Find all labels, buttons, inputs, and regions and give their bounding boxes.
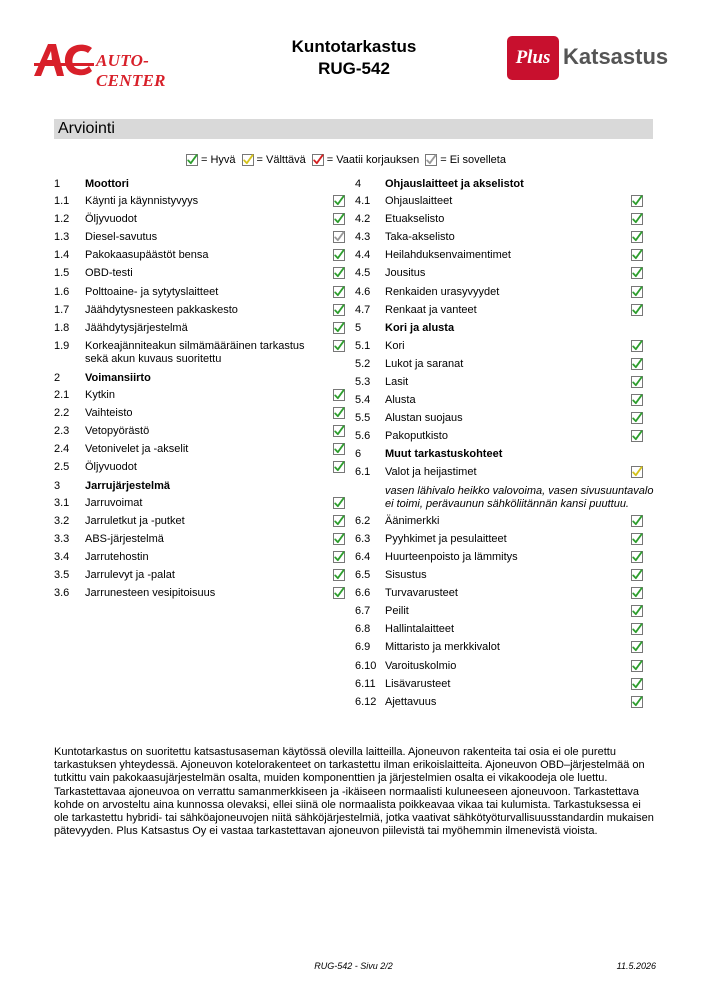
- item-label: Kytkin: [85, 389, 115, 401]
- check-ok-icon: [631, 515, 643, 527]
- item-number: 6.7: [355, 605, 371, 617]
- item-label: Öljyvuodot: [85, 213, 137, 225]
- check-ok-icon: [333, 443, 345, 455]
- item-label: Polttoaine- ja sytytyslaitteet: [85, 286, 219, 298]
- item-number: 1.9: [54, 340, 70, 352]
- item-label: Vetonivelet ja -akselit: [85, 443, 189, 455]
- item-label: Heilahduksenvaimentimet: [385, 249, 511, 261]
- check-ok-icon: [333, 407, 345, 419]
- item-label: Kori ja alusta: [385, 322, 455, 334]
- item-number: 4.3: [355, 231, 371, 243]
- check-ok-icon: [333, 304, 345, 316]
- check-ok-icon: [333, 340, 345, 352]
- check-ok-icon: [631, 358, 643, 370]
- item-label: ABS-järjestelmä: [85, 533, 164, 545]
- item-number: 6.5: [355, 569, 371, 581]
- item-label: OBD-testi: [85, 267, 133, 279]
- item-number: 4.7: [355, 304, 371, 316]
- item-label: Jousitus: [385, 267, 426, 279]
- item-label: Jäähdytysjärjestelmä: [85, 322, 188, 334]
- item-label: Varoituskolmio: [385, 660, 457, 672]
- section-title-bar: Arviointi: [54, 119, 653, 139]
- check-ok-icon: [333, 569, 345, 581]
- check-ok-icon: [333, 389, 345, 401]
- item-label: Lasit: [385, 376, 409, 388]
- legend-item-repair: [312, 154, 419, 166]
- check-repair-icon: [312, 154, 324, 166]
- item-number: 5.2: [355, 358, 371, 370]
- item-number: 4.1: [355, 195, 371, 207]
- check-ok-icon: [631, 641, 643, 653]
- check-ok-icon: [631, 376, 643, 388]
- item-number: 1.6: [54, 286, 70, 298]
- item-number: 3.2: [54, 515, 70, 527]
- item-label: Mittaristo ja merkkivalot: [385, 641, 500, 653]
- check-fair-icon: [242, 154, 254, 166]
- check-ok-icon: [631, 195, 643, 207]
- item-number: 2: [54, 372, 61, 384]
- item-label: Öljyvuodot: [85, 461, 137, 473]
- check-ok-icon: [333, 213, 345, 225]
- item-label: Ohjauslaitteet ja akselistot: [385, 178, 524, 190]
- check-ok-icon: [631, 660, 643, 672]
- legend-label: = Välttävä: [256, 154, 306, 166]
- disclaimer-text: Kuntotarkastus on suoritettu katsastusaseman käytössä olevilla laitteilla. Ajoneuvon rakenteita tai osia ei ole purettu tarkastuksen yhteydessä. Ajoneuvon kotelorakenteet on tarkastettu ilman erikoislaitteita. Ajoneuvon OBD–järjestelmää on tutkittu vain pakokaasujärjestelmän osalta, muiden komponenttien ja järjestelmien osalta ei vikakoodeja ole luettu. Tarkastettavaa ajoneuvoa on verrattu samanmerkkiseen ja -ikäiseen normaalisti kuluneeseen ajoneuvoon. Tarkastettava kohde on arvosteltu aina kunnossa olevaksi, ellei siinä ole normaalista poikkeavaa vikaa tai kulumista. Tarkastuksessa ei ole tarkastettu hybridi- tai sähköajoneuvojen niitä sähköjärjestelmiä, jotka vaativat sähkötyöturvallisuusstandardin mukaisen pätevyyden. Plus Katsastus Oy ei vastaa tarkastettavan ajoneuvon piilevistä tai myöhemmin ilmenevistä vioista.: [54, 746, 654, 838]
- item-label: Kori: [385, 340, 405, 352]
- item-number: 5.6: [355, 430, 371, 442]
- item-number: 5.5: [355, 412, 371, 424]
- item-label: Renkaat ja vanteet: [385, 304, 477, 316]
- check-ok-icon: [186, 154, 198, 166]
- auto-center-wordmark: AUTO-CENTER: [96, 51, 166, 90]
- legend-item-na: [425, 154, 506, 166]
- legend-item-ok: [186, 154, 236, 166]
- item-number: 3.3: [54, 533, 70, 545]
- item-number: 2.4: [54, 443, 70, 455]
- item-number: 5.3: [355, 376, 371, 388]
- item-number: 1.2: [54, 213, 70, 225]
- check-ok-icon: [333, 425, 345, 437]
- check-ok-icon: [631, 249, 643, 261]
- item-label: Turvavarusteet: [385, 587, 458, 599]
- item-number: 3: [54, 480, 61, 492]
- item-number: 4.5: [355, 267, 371, 279]
- item-number: 2.3: [54, 425, 70, 437]
- check-ok-icon: [631, 587, 643, 599]
- item-label: Sisustus: [385, 569, 427, 581]
- item-label: Alusta: [385, 394, 416, 406]
- title-line-1: Kuntotarkastus: [291, 37, 417, 56]
- item-number: 1.8: [54, 322, 70, 334]
- item-number: 3.6: [54, 587, 70, 599]
- legend-item-fair: [242, 154, 306, 166]
- item-label: Diesel-savutus: [85, 231, 158, 243]
- check-ok-icon: [631, 623, 643, 635]
- check-ok-icon: [333, 286, 345, 298]
- item-number: 6.1: [355, 466, 371, 478]
- check-ok-icon: [333, 267, 345, 279]
- check-fair-icon: [631, 466, 643, 478]
- check-ok-icon: [631, 551, 643, 563]
- item-label: Jäähdytysnesteen pakkaskesto: [85, 304, 238, 316]
- check-ok-icon: [631, 605, 643, 617]
- status-legend: [186, 154, 512, 168]
- item-label: Pakokaasupäästöt bensa: [85, 249, 209, 261]
- legend-label: = Vaatii korjauksen: [326, 154, 420, 166]
- check-ok-icon: [631, 213, 643, 225]
- check-ok-icon: [333, 249, 345, 261]
- item-number: 3.5: [54, 569, 70, 581]
- item-number: 6.8: [355, 623, 371, 635]
- item-number: 6.12: [355, 696, 377, 708]
- item-number: 1.5: [54, 267, 70, 279]
- check-ok-icon: [631, 394, 643, 406]
- item-label: Ajettavuus: [385, 696, 437, 708]
- item-label: Äänimerkki: [385, 515, 440, 527]
- item-label: Vetopyörästö: [85, 425, 150, 437]
- item-label: Jarrutehostin: [85, 551, 149, 563]
- ac-logo-mark-icon: [34, 40, 96, 80]
- check-ok-icon: [631, 412, 643, 424]
- auto-center-logo: [34, 40, 214, 90]
- item-label: Ohjauslaitteet: [385, 195, 453, 207]
- item-label: Taka-akselisto: [385, 231, 455, 243]
- footer-date: 11.5.2026: [616, 961, 656, 971]
- check-ok-icon: [631, 286, 643, 298]
- item-number: 3.4: [54, 551, 70, 563]
- item-6-1-remark: vasen lähivalo heikko valovoima, vasen sivusuuntavalo ei toimi, perävaunun sähköliitännän kansi puuttuu.: [385, 485, 654, 510]
- check-ok-icon: [631, 569, 643, 581]
- item-number: 2.5: [54, 461, 70, 473]
- item-number: 2.2: [54, 407, 70, 419]
- item-number: 3.1: [54, 497, 70, 509]
- legend-label: = Ei sovelleta: [440, 154, 506, 166]
- item-number: 6: [355, 448, 362, 460]
- item-label: Moottori: [85, 178, 129, 190]
- item-number: 6.6: [355, 587, 371, 599]
- check-na-icon: [425, 154, 437, 166]
- check-ok-icon: [333, 322, 345, 334]
- item-label: Korkeajänniteakun silmämääräinen tarkastus sekä akun kuvaus suoritettu: [85, 340, 305, 365]
- page-footer: RUG-542 - Sivu 2/2: [314, 961, 393, 971]
- item-label: Valot ja heijastimet: [385, 466, 477, 478]
- item-number: 4.6: [355, 286, 371, 298]
- item-number: 6.2: [355, 515, 371, 527]
- check-ok-icon: [631, 231, 643, 243]
- check-ok-icon: [631, 430, 643, 442]
- check-ok-icon: [333, 587, 345, 599]
- item-label: Pyyhkimet ja pesulaitteet: [385, 533, 507, 545]
- item-label: Jarruletkut ja -putket: [85, 515, 185, 527]
- item-label: Käynti ja käynnistyvyys: [85, 195, 199, 207]
- item-number: 1.1: [54, 195, 70, 207]
- check-ok-icon: [631, 696, 643, 708]
- item-label: Muut tarkastuskohteet: [385, 448, 503, 460]
- check-ok-icon: [333, 515, 345, 527]
- check-ok-icon: [631, 533, 643, 545]
- item-label: Pakoputkisto: [385, 430, 448, 442]
- item-label: Hallintalaitteet: [385, 623, 455, 635]
- item-label: Jarrunesteen vesipitoisuus: [85, 587, 216, 599]
- item-label: Lisävarusteet: [385, 678, 451, 690]
- item-number: 6.10: [355, 660, 377, 672]
- check-na-icon: [333, 231, 345, 243]
- plus-katsastus-logo: [507, 36, 677, 82]
- item-label: Peilit: [385, 605, 409, 617]
- item-label: Jarruvoimat: [85, 497, 143, 509]
- item-label: Voimansiirto: [85, 372, 151, 384]
- item-number: 2.1: [54, 389, 70, 401]
- check-ok-icon: [631, 267, 643, 279]
- item-label: Huurteenpoisto ja lämmitys: [385, 551, 518, 563]
- item-number: 5: [355, 322, 362, 334]
- check-ok-icon: [333, 195, 345, 207]
- item-number: 6.11: [355, 678, 376, 690]
- item-number: 1.3: [54, 231, 70, 243]
- legend-label: = Hyvä: [201, 154, 236, 166]
- item-number: 6.3: [355, 533, 371, 545]
- item-number: 1.7: [54, 304, 70, 316]
- check-ok-icon: [333, 461, 345, 473]
- document-title: [230, 36, 478, 80]
- plus-badge: Plus: [507, 36, 559, 80]
- check-ok-icon: [631, 340, 643, 352]
- title-line-2: RUG-542: [318, 59, 390, 78]
- check-ok-icon: [631, 678, 643, 690]
- item-number: 1.4: [54, 249, 70, 261]
- item-label: Jarrujärjestelmä: [85, 480, 170, 492]
- item-label: Jarrulevyt ja -palat: [85, 569, 175, 581]
- check-ok-icon: [333, 497, 345, 509]
- item-label: Renkaiden urasyvyydet: [385, 286, 500, 298]
- check-ok-icon: [333, 533, 345, 545]
- item-number: 4.4: [355, 249, 371, 261]
- item-number: 4: [355, 178, 362, 190]
- item-number: 5.1: [355, 340, 371, 352]
- item-label: Lukot ja saranat: [385, 358, 464, 370]
- item-number: 5.4: [355, 394, 371, 406]
- check-ok-icon: [631, 304, 643, 316]
- item-label: Alustan suojaus: [385, 412, 463, 424]
- item-number: 6.4: [355, 551, 371, 563]
- item-label: Vaihteisto: [85, 407, 133, 419]
- item-label: Etuakselisto: [385, 213, 445, 225]
- check-ok-icon: [333, 551, 345, 563]
- item-number: 6.9: [355, 641, 371, 653]
- item-number: 1: [54, 178, 61, 190]
- katsastus-wordmark: Katsastus: [563, 44, 669, 69]
- item-number: 4.2: [355, 213, 371, 225]
